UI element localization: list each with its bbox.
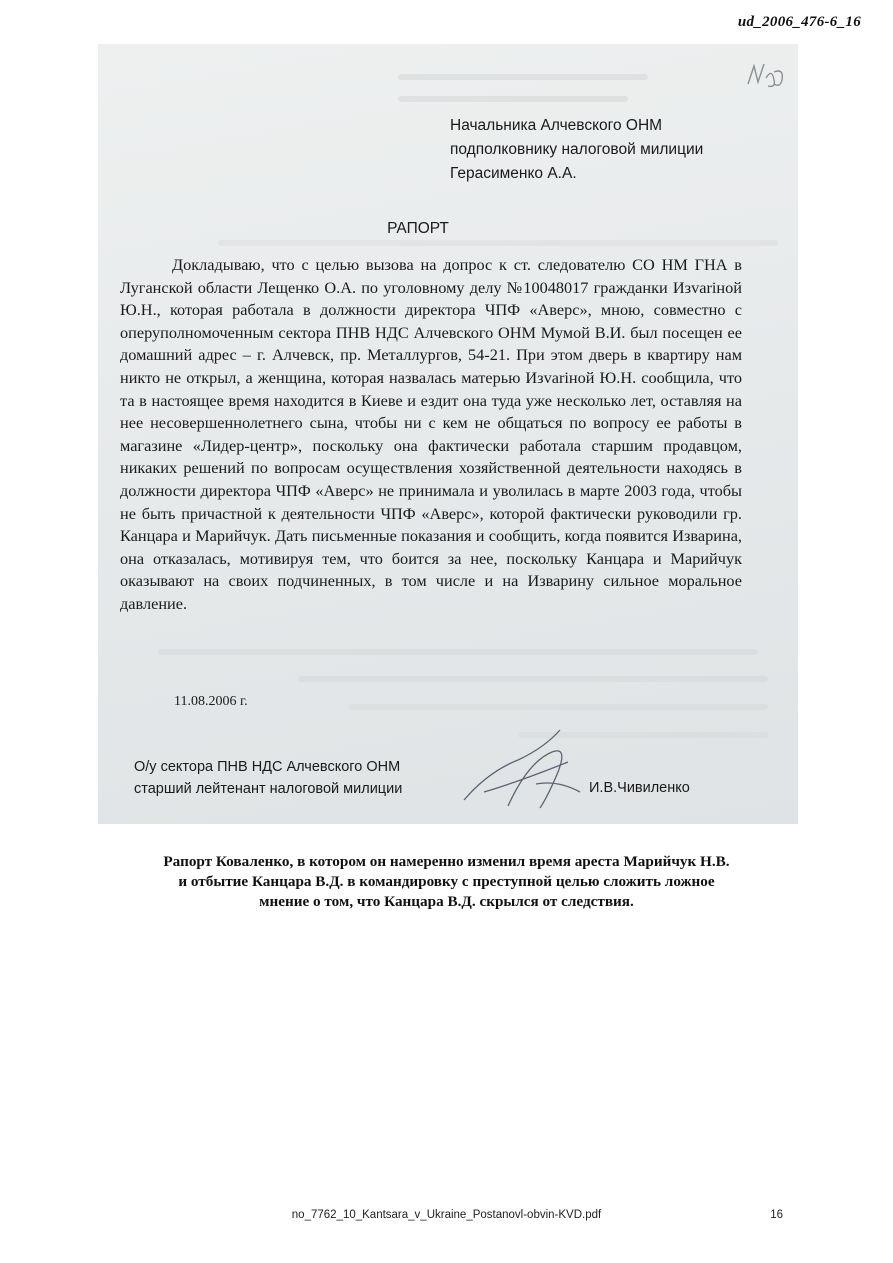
- report-body: Докладываю, что с целью вызова на допрос к ст. следователю СО НМ ГНА в Луганской области Лещенко О.А. по уголовному делу №10048017 гражданки Изvariной Ю.Н., которая работала в должности директора ЧПФ «Аверс», мною, совместно с оперуполномоченным сектора ПНВ НДС Алчевского ОНМ Мумой В.И. был посещен ее домашний адрес – г. Алчевск, пр. Металлургов, 54-21. При этом дверь в квартиру нам никто не открыл, а женщина, которая назвалась матерью Изvariной Ю.Н. сообщила, что та в настоящее время находится в Киеве и ездит она туда уже несколько лет, оставляя на нее несовершеннолетнего сына, чтобы ни с кем не общаться по вопросу ее работы в магазине «Лидер-центр», поскольку она фактически работала старшим продавцом, никаких решений по вопросам осуществления хозяйственной деятельности находясь в должности директора ЧПФ «Аверс» не принимала и уволилась в марте 2003 года, чтобы не быть причастной к деятельности ЧПФ «Аверс», которой фактически руководили гр. Канцара и Марийчук. Дать письменные показания и сообщить, когда появится Изварина, она отказалась, мотивируя тем, что боится за нее, поскольку Канцара и Марийчук оказывают на своих подчиненных, в том числе и на Изварину сильное моральное давление.: [120, 255, 742, 613]
- footer-page-number: 16: [770, 1209, 783, 1221]
- show-through-line: [218, 240, 778, 246]
- handwritten-signature: [448, 722, 588, 818]
- show-through-line: [158, 649, 758, 655]
- signer-position-line: О/у сектора ПНВ НДС Алчевского ОНМ: [134, 759, 401, 775]
- show-through-line: [398, 96, 628, 102]
- report-date: 11.08.2006 г.: [174, 694, 248, 709]
- caption-line: мнение о том, что Канцара В.Д. скрылся от следствия.: [259, 893, 634, 910]
- footer-filename: no_7762_10_Kantsara_v_Ukraine_Postanovl-obvin-KVD.pdf: [291, 1209, 602, 1221]
- handwritten-initials: [744, 58, 788, 94]
- caption-line: Рапорт Коваленко, в котором он намеренно изменил время ареста Марийчук Н.В.: [163, 853, 730, 870]
- addressee-line: подполковнику налоговой милиции: [450, 141, 704, 158]
- show-through-line: [348, 704, 768, 710]
- addressee-block: [450, 114, 703, 186]
- addressee-line: Начальника Алчевского ОНМ: [450, 117, 663, 134]
- document-id: ud_2006_476-6_16: [737, 14, 861, 30]
- signer-name: И.В.Чивиленко: [589, 780, 690, 796]
- report-title: РАПОРТ: [387, 220, 449, 237]
- show-through-line: [298, 676, 768, 682]
- show-through-line: [398, 74, 648, 80]
- photo-caption: [60, 852, 833, 912]
- scanned-report-photo: [98, 44, 798, 824]
- signer-position-line: старший лейтенант налоговой милиции: [134, 781, 403, 797]
- signer-position: [134, 756, 402, 800]
- addressee-line: Герасименко А.А.: [450, 165, 577, 182]
- caption-line: и отбытие Канцара В.Д. в командировку с преступной целью сложить ложное: [178, 873, 715, 890]
